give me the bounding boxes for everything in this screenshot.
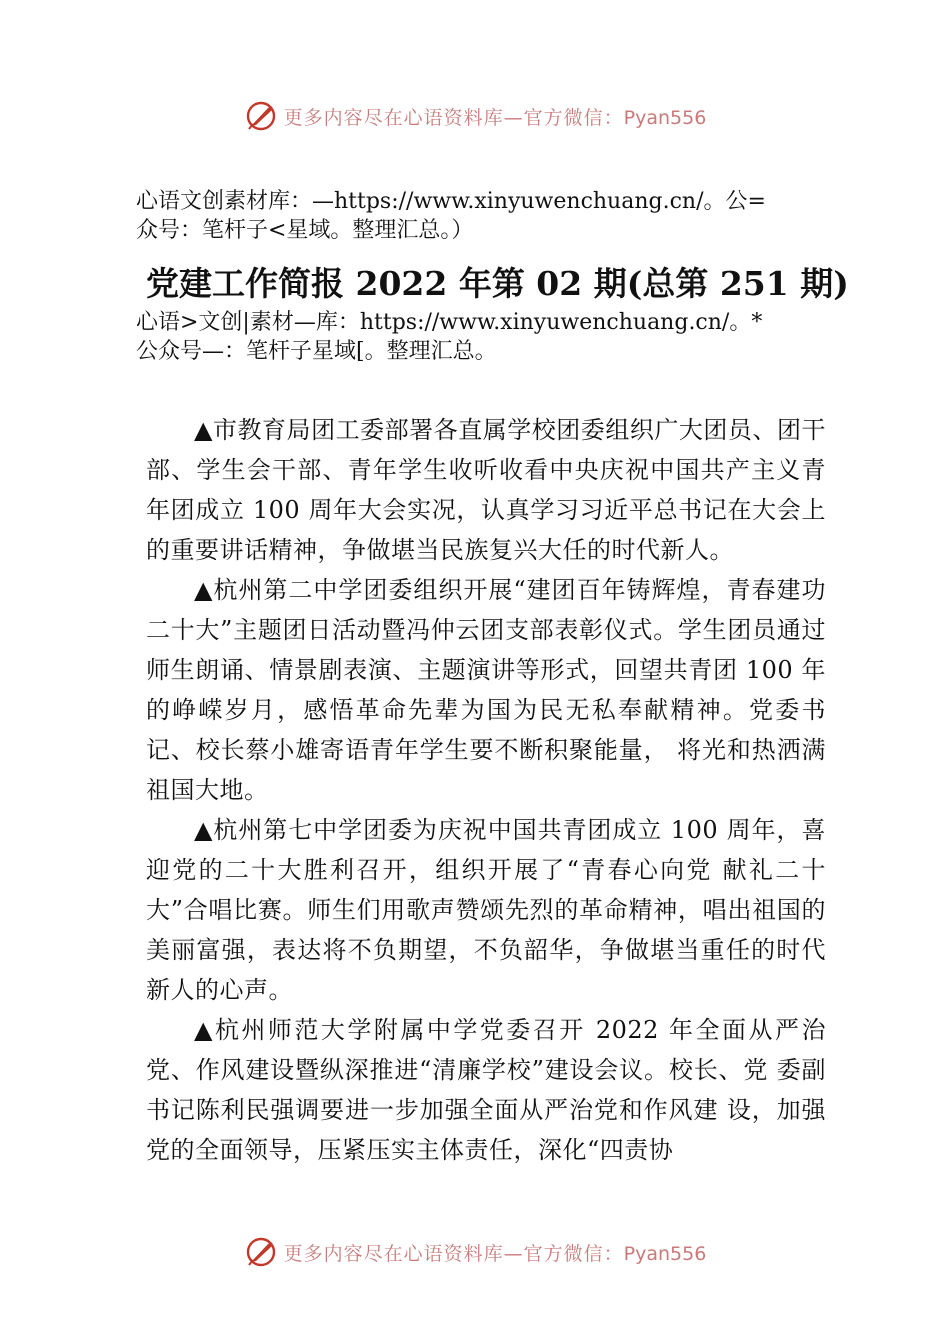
header-banner [0,96,950,136]
banner-text: 更多内容尽在心语资料库—官方微信：Pyan556 [283,106,707,129]
news-paragraph: ▲杭州第七中学团委为庆祝中国共青团成立 100 周年，喜迎党的二十大胜利召开，组织开展了“青春心向党 献礼二十大”合唱比赛。师生们用歌声赞颂先烈的革命精神，唱出祖国的美丽富强，表达将不负期望，不负韶华，争做堪当重任的时代新人的心声。 [146,816,826,1004]
news-paragraph: ▲杭州第二中学团委组织开展“建团百年铸辉煌，青春建功二十大”主题团日活动暨冯仲云团支部表彰仪式。学生团员通过师生朗诵、情景剧表演、主题演讲等形式，回望共青团 100 年的峥嵘岁月，感悟革命先辈为国为民无私奉献精神。党委书记、校长蔡小雄寄语青年学生要不断积聚能量， 将光和热洒满祖国大地。 [146,576,826,804]
quill-logo-icon [244,1235,278,1269]
source-line: 公众号—：笔杆子星域[。整理汇总。 [136,339,497,364]
banner-text: 更多内容尽在心语资料库—官方微信：Pyan556 [283,1242,707,1265]
source-line: 众号：笔杆子<星域。整理汇总。） [136,218,474,243]
news-paragraph: ▲杭州师范大学附属中学党委召开 2022 年全面从严治党、作风建设暨纵深推进“清廉学校”建设会议。校长、党 委副书记陈利民强调要进一步加强全面从严治党和作风建 设，加强党的全面领导，压紧压实主体责任，深化“四责协 [146,1016,826,1164]
document-title: 党建工作简报 2022 年第 02 期(总第 251 期) [146,264,849,303]
document-body [146,410,826,1170]
source-line: 心语文创素材库：—https://www.xinyuwenchuang.cn/。公= [136,189,766,214]
news-paragraph: ▲市教育局团工委部署各直属学校团委组织广大团员、团干部、学生会干部、青年学生收听收看中央庆祝中国共产主义青年团成立 100 周年大会实况，认真学习习近平总书记在大会上的重要讲话精神，争做堪当民族复兴大任的时代新人。 [146,416,826,564]
source-line: 心语>文创|素材—库：https://www.xinyuwenchuang.cn/。* [136,310,763,335]
quill-logo-icon [244,99,278,133]
footer-banner [0,1232,950,1272]
